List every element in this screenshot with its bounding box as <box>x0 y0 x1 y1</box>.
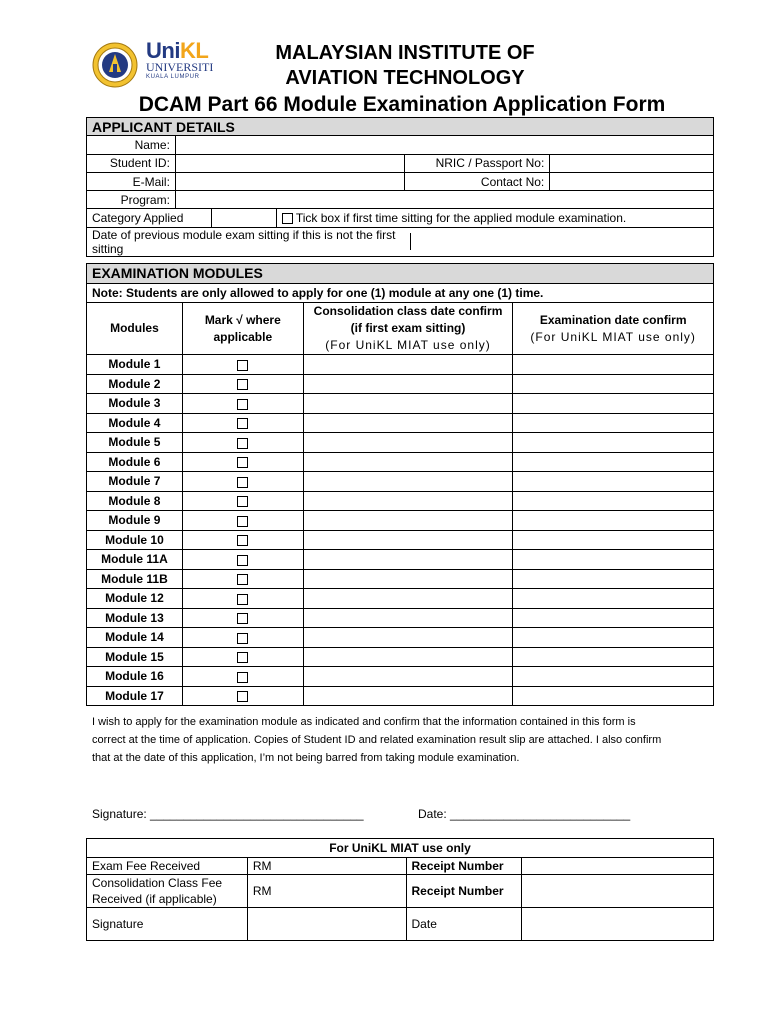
module-checkbox[interactable] <box>237 418 248 429</box>
module-mark-cell <box>182 550 303 570</box>
exam-date-field[interactable] <box>513 413 714 433</box>
module-name: Module 8 <box>87 491 183 511</box>
module-row <box>87 511 714 531</box>
receipt-number-label-2: Receipt Number <box>406 875 522 908</box>
consolidation-fee-label: Consolidation Class Fee Received (if applicable) <box>87 875 248 908</box>
consolidation-date-field[interactable] <box>303 589 513 609</box>
contact-label: Contact No: <box>405 172 550 190</box>
exam-date-field[interactable] <box>513 491 714 511</box>
col-exam-date-header: Examination date confirm (For UniKL MIAT use only) <box>513 303 714 355</box>
exam-date-field[interactable] <box>513 374 714 394</box>
module-name: Module 12 <box>87 589 183 609</box>
module-name: Module 11B <box>87 569 183 589</box>
module-checkbox[interactable] <box>237 613 248 624</box>
module-mark-cell <box>182 569 303 589</box>
contact-field[interactable] <box>550 172 714 190</box>
module-mark-cell <box>182 413 303 433</box>
student-id-field[interactable] <box>175 154 405 172</box>
office-signature-field[interactable] <box>247 908 406 941</box>
examination-modules-heading: EXAMINATION MODULES <box>87 264 714 284</box>
receipt-number-field-1[interactable] <box>522 858 714 875</box>
module-name: Module 13 <box>87 608 183 628</box>
nric-field[interactable] <box>550 154 714 172</box>
nric-label: NRIC / Passport No: <box>405 154 550 172</box>
logo-area <box>92 40 222 90</box>
unikl-city: KUALA LUMPUR <box>146 74 200 80</box>
previous-sitting-label: Date of previous module exam sitting if this is not the first sitting <box>87 227 405 256</box>
exam-fee-label: Exam Fee Received <box>87 858 248 875</box>
module-name: Module 2 <box>87 374 183 394</box>
office-date-label: Date <box>406 908 522 941</box>
module-name: Module 1 <box>87 355 183 375</box>
exam-date-field[interactable] <box>513 472 714 492</box>
office-use-table <box>86 838 714 941</box>
exam-fee-rm[interactable]: RM <box>247 858 406 875</box>
email-label: E-Mail: <box>87 172 176 190</box>
consolidation-date-field[interactable] <box>303 530 513 550</box>
module-mark-cell <box>182 667 303 687</box>
module-mark-cell <box>182 589 303 609</box>
consolidation-date-field[interactable] <box>303 647 513 667</box>
declaration-text: I wish to apply for the examination module as indicated and confirm that the information contained in this form is correct at the time of application. Copies of Student ID and related examination result slip are attached. I also confirm that at the date of this application, I’m not being barred from taking module examination. <box>92 716 662 764</box>
module-row <box>87 550 714 570</box>
module-mark-cell <box>182 530 303 550</box>
consolidation-date-field[interactable] <box>303 550 513 570</box>
module-row <box>87 530 714 550</box>
module-name: Module 17 <box>87 686 183 706</box>
consolidation-date-field[interactable] <box>303 472 513 492</box>
module-row <box>87 355 714 375</box>
name-label: Name: <box>87 136 176 154</box>
unikl-wordmark: UniKL <box>146 38 209 63</box>
exam-date-field[interactable] <box>513 550 714 570</box>
consolidation-date-field[interactable] <box>303 355 513 375</box>
module-mark-cell <box>182 608 303 628</box>
module-mark-cell <box>182 628 303 648</box>
module-name: Module 4 <box>87 413 183 433</box>
consolidation-fee-rm[interactable]: RM <box>247 875 406 908</box>
module-mark-cell <box>182 472 303 492</box>
module-row <box>87 374 714 394</box>
module-checkbox[interactable] <box>237 516 248 527</box>
office-use-heading: For UniKL MIAT use only <box>87 839 714 858</box>
module-mark-cell <box>182 686 303 706</box>
module-mark-cell <box>182 452 303 472</box>
consolidation-date-field[interactable] <box>303 628 513 648</box>
unikl-subtitle: UNIVERSITI <box>146 60 214 74</box>
office-date-field[interactable] <box>522 908 714 941</box>
module-row <box>87 472 714 492</box>
module-mark-cell <box>182 647 303 667</box>
module-row <box>87 491 714 511</box>
module-name: Module 7 <box>87 472 183 492</box>
modules-note: Note: Students are only allowed to apply for one (1) module at any one (1) time. <box>87 283 714 303</box>
consolidation-date-field[interactable] <box>303 452 513 472</box>
name-field[interactable] <box>175 136 713 154</box>
module-row <box>87 667 714 687</box>
module-row <box>87 452 714 472</box>
col-consolidation-header: Consolidation class date confirm (if first exam sitting) (For UniKL MIAT use only) <box>303 303 513 355</box>
module-checkbox[interactable] <box>237 477 248 488</box>
office-signature-label: Signature <box>87 908 248 941</box>
previous-sitting-field[interactable] <box>405 227 714 256</box>
exam-date-field[interactable] <box>513 433 714 453</box>
exam-date-field[interactable] <box>513 452 714 472</box>
student-id-label: Student ID: <box>87 154 176 172</box>
module-checkbox[interactable] <box>237 379 248 390</box>
consolidation-date-field[interactable] <box>303 686 513 706</box>
module-checkbox[interactable] <box>237 457 248 468</box>
first-sitting-tick-cell <box>276 209 713 227</box>
module-mark-cell <box>182 394 303 414</box>
exam-date-field[interactable] <box>513 589 714 609</box>
category-label: Category Applied <box>87 209 212 227</box>
consolidation-date-field[interactable] <box>303 413 513 433</box>
exam-date-field[interactable] <box>513 355 714 375</box>
exam-date-field[interactable] <box>513 511 714 531</box>
form-title: DCAM Part 66 Module Examination Application Form <box>138 93 666 116</box>
module-name: Module 10 <box>87 530 183 550</box>
module-checkbox[interactable] <box>237 574 248 585</box>
exam-date-field[interactable] <box>513 569 714 589</box>
module-row <box>87 569 714 589</box>
module-checkbox[interactable] <box>237 555 248 566</box>
date-line[interactable]: Date: ___________________________ <box>418 807 631 821</box>
institute-title-line2: AVIATION TECHNOLOGY <box>285 67 525 89</box>
module-mark-cell <box>182 433 303 453</box>
module-row <box>87 608 714 628</box>
exam-date-field[interactable] <box>513 608 714 628</box>
module-name: Module 16 <box>87 667 183 687</box>
category-field[interactable] <box>211 209 276 227</box>
module-row <box>87 433 714 453</box>
module-name: Module 9 <box>87 511 183 531</box>
university-crest-icon <box>92 42 138 88</box>
module-mark-cell <box>182 355 303 375</box>
exam-date-field[interactable] <box>513 628 714 648</box>
email-field[interactable] <box>175 172 405 190</box>
col-mark-header: Mark √ where applicable <box>182 303 303 355</box>
consolidation-date-field[interactable] <box>303 394 513 414</box>
module-name: Module 11A <box>87 550 183 570</box>
program-label: Program: <box>87 191 176 209</box>
exam-date-field[interactable] <box>513 394 714 414</box>
unikl-logo <box>146 40 226 88</box>
module-checkbox[interactable] <box>237 652 248 663</box>
applicant-details-heading: APPLICANT DETAILS <box>87 118 714 136</box>
module-name: Module 5 <box>87 433 183 453</box>
consolidation-date-field[interactable] <box>303 569 513 589</box>
consolidation-date-field[interactable] <box>303 608 513 628</box>
module-checkbox[interactable] <box>237 672 248 683</box>
module-checkbox[interactable] <box>237 633 248 644</box>
module-checkbox[interactable] <box>237 399 248 410</box>
consolidation-date-field[interactable] <box>303 374 513 394</box>
institute-title-line1: MALAYSIAN INSTITUTE OF <box>275 42 535 64</box>
module-mark-cell <box>182 511 303 531</box>
first-sitting-checkbox[interactable] <box>282 213 293 224</box>
module-checkbox[interactable] <box>237 535 248 546</box>
receipt-number-field-2[interactable] <box>522 875 714 908</box>
module-name: Module 15 <box>87 647 183 667</box>
exam-date-field[interactable] <box>513 647 714 667</box>
col-modules-header: Modules <box>87 303 183 355</box>
examination-modules-table <box>86 263 714 706</box>
module-name: Module 6 <box>87 452 183 472</box>
signature-line[interactable]: Signature: ________________________________ <box>92 807 364 821</box>
module-row <box>87 394 714 414</box>
module-checkbox[interactable] <box>237 360 248 371</box>
first-sitting-label: Tick box if first time sitting for the applied module examination. <box>295 211 627 226</box>
receipt-number-label-1: Receipt Number <box>406 858 522 875</box>
module-rows <box>87 355 714 706</box>
module-name: Module 3 <box>87 394 183 414</box>
module-name: Module 14 <box>87 628 183 648</box>
module-mark-cell <box>182 374 303 394</box>
module-row <box>87 413 714 433</box>
module-row <box>87 589 714 609</box>
module-checkbox[interactable] <box>237 691 248 702</box>
consolidation-date-field[interactable] <box>303 667 513 687</box>
module-checkbox[interactable] <box>237 496 248 507</box>
exam-date-field[interactable] <box>513 667 714 687</box>
consolidation-date-field[interactable] <box>303 433 513 453</box>
module-row <box>87 647 714 667</box>
module-checkbox[interactable] <box>237 594 248 605</box>
module-checkbox[interactable] <box>237 438 248 449</box>
exam-date-field[interactable] <box>513 530 714 550</box>
exam-date-field[interactable] <box>513 686 714 706</box>
program-field[interactable] <box>175 191 713 209</box>
module-mark-cell <box>182 491 303 511</box>
module-row <box>87 686 714 706</box>
consolidation-date-field[interactable] <box>303 511 513 531</box>
applicant-details-table <box>86 117 714 257</box>
module-row <box>87 628 714 648</box>
consolidation-date-field[interactable] <box>303 491 513 511</box>
